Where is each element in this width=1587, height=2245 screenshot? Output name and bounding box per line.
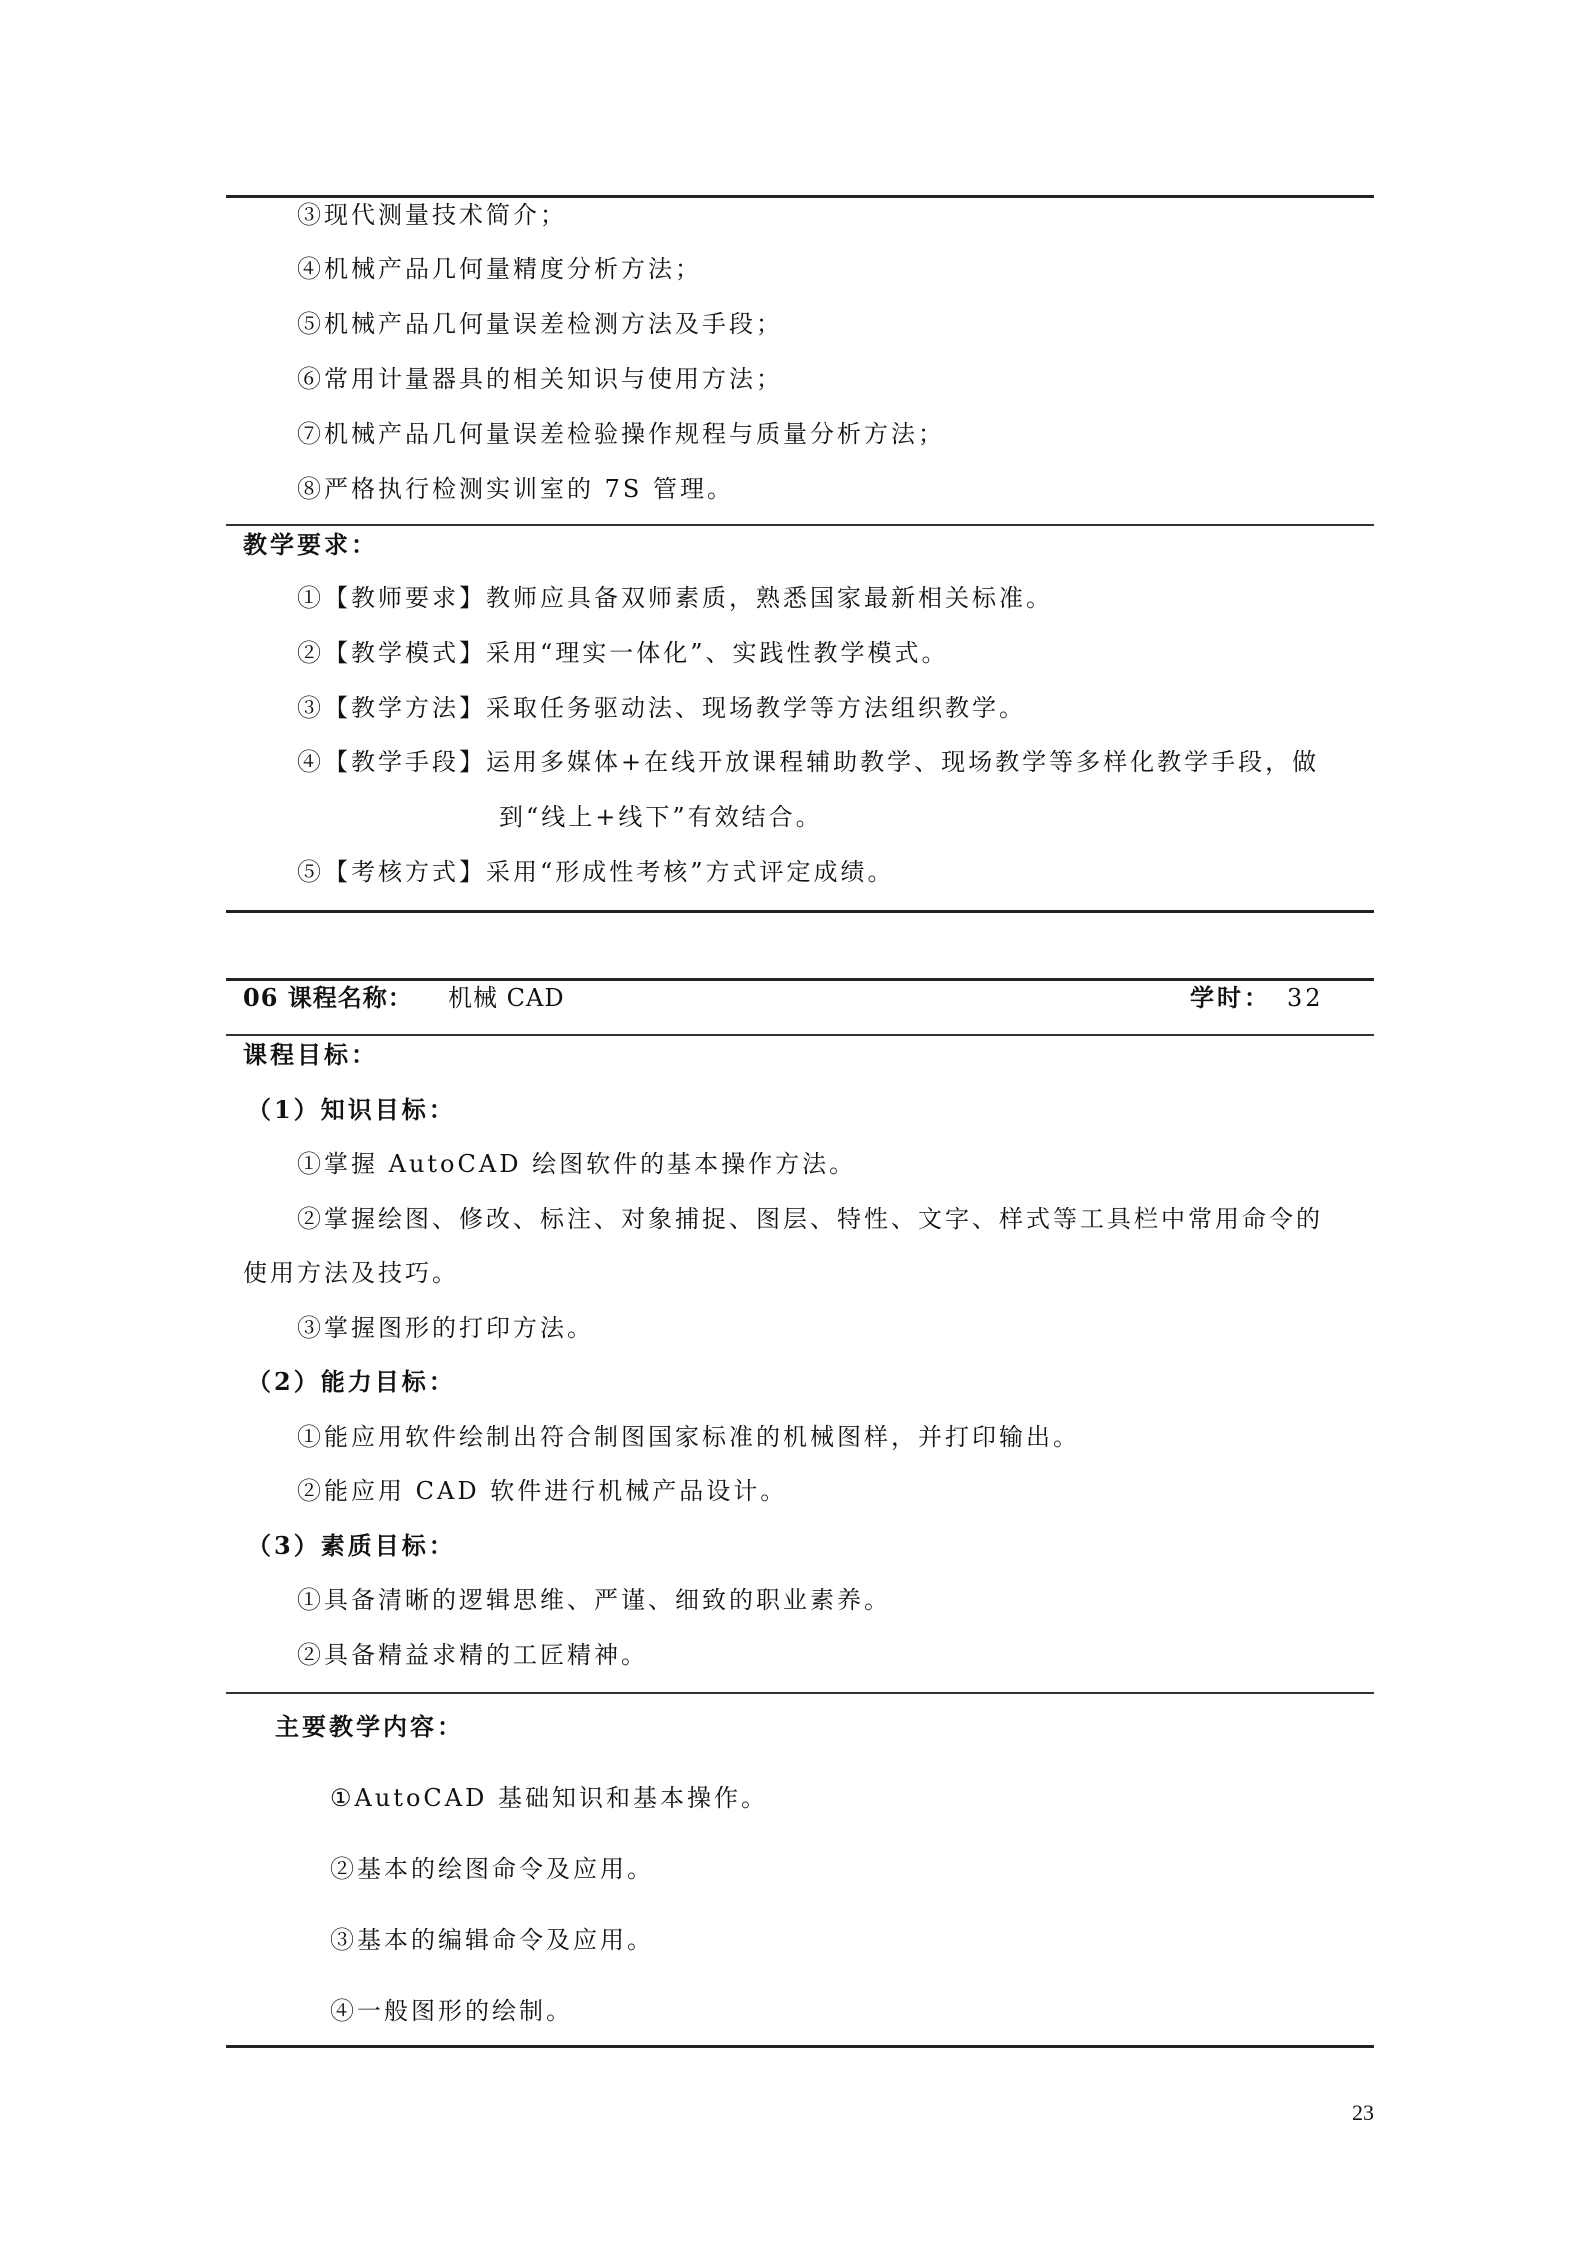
knowledge-goal-item: ③掌握图形的打印方法。 [297,1314,594,1342]
main-content-item: ③基本的编辑命令及应用。 [330,1926,654,1954]
quality-goal-item: ②具备精益求精的工匠精神。 [297,1641,648,1669]
teaching-requirement-item: ⑤【考核方式】采用“形成性考核”方式评定成绩。 [297,858,895,886]
section-bottom-rule [226,910,1374,913]
main-content-item: ②基本的绘图命令及应用。 [330,1855,654,1883]
teaching-requirement-item: ②【教学模式】采用“理实一体化”、实践性教学模式。 [297,639,949,667]
teaching-requirement-item: ①【教师要求】教师应具备双师素质，熟悉国家最新相关标准。 [297,584,1053,612]
content-item: ③现代测量技术简介； [297,201,567,229]
ability-goals-heading: （2）能力目标： [247,1367,456,1396]
knowledge-goals-heading: （1）知识目标： [247,1095,456,1124]
teaching-requirement-continuation: 到“线上+线下”有效结合。 [499,803,823,831]
knowledge-goal-continuation: 使用方法及技巧。 [243,1259,459,1287]
main-content-item: ④一般图形的绘制。 [330,1997,573,2025]
knowledge-goal-item: ②掌握绘图、修改、标注、对象捕捉、图层、特性、文字、样式等工具栏中常用命令的 [297,1205,1323,1233]
quality-goal-item: ①具备清晰的逻辑思维、严谨、细致的职业素养。 [297,1586,891,1614]
course-goals-heading: 课程目标： [243,1040,378,1069]
quality-goals-heading: （3）素质目标： [247,1531,456,1560]
page-number: 23 [1352,2100,1374,2125]
bottom-rule [226,2045,1374,2048]
content-item: ⑦机械产品几何量误差检验操作规程与质量分析方法； [297,420,945,448]
teaching-requirement-item: ④【教学手段】运用多媒体+在线开放课程辅助教学、现场教学等多样化教学手段，做 [297,748,1320,776]
goals-bottom-rule [226,1692,1374,1694]
course-label: 06 课程名称： [243,983,413,1012]
content-item: ④机械产品几何量精度分析方法； [297,255,702,283]
teaching-requirement-item: ③【教学方法】采取任务驱动法、现场教学等方法组织教学。 [297,694,1026,722]
course-hours-label: 学时： [1190,983,1271,1012]
course-hours-value: 32 [1287,984,1324,1012]
top-rule [226,195,1374,198]
teaching-requirements-heading: 教学要求： [243,530,378,559]
section-divider [226,524,1374,526]
main-content-heading: 主要教学内容： [275,1712,464,1741]
content-item: ⑧严格执行检测实训室的 7S 管理。 [297,475,734,503]
knowledge-goal-item: ①掌握 AutoCAD 绘图软件的基本操作方法。 [297,1150,857,1178]
course-header-rule [226,1034,1374,1036]
main-content-item: ①AutoCAD 基础知识和基本操作。 [330,1784,768,1812]
content-item: ⑥常用计量器具的相关知识与使用方法； [297,365,783,393]
course-top-rule [226,978,1374,981]
ability-goal-item: ②能应用 CAD 软件进行机械产品设计。 [297,1477,788,1505]
course-name: 机械 CAD [448,984,565,1012]
content-item: ⑤机械产品几何量误差检测方法及手段； [297,310,783,338]
ability-goal-item: ①能应用软件绘制出符合制图国家标准的机械图样，并打印输出。 [297,1423,1080,1451]
